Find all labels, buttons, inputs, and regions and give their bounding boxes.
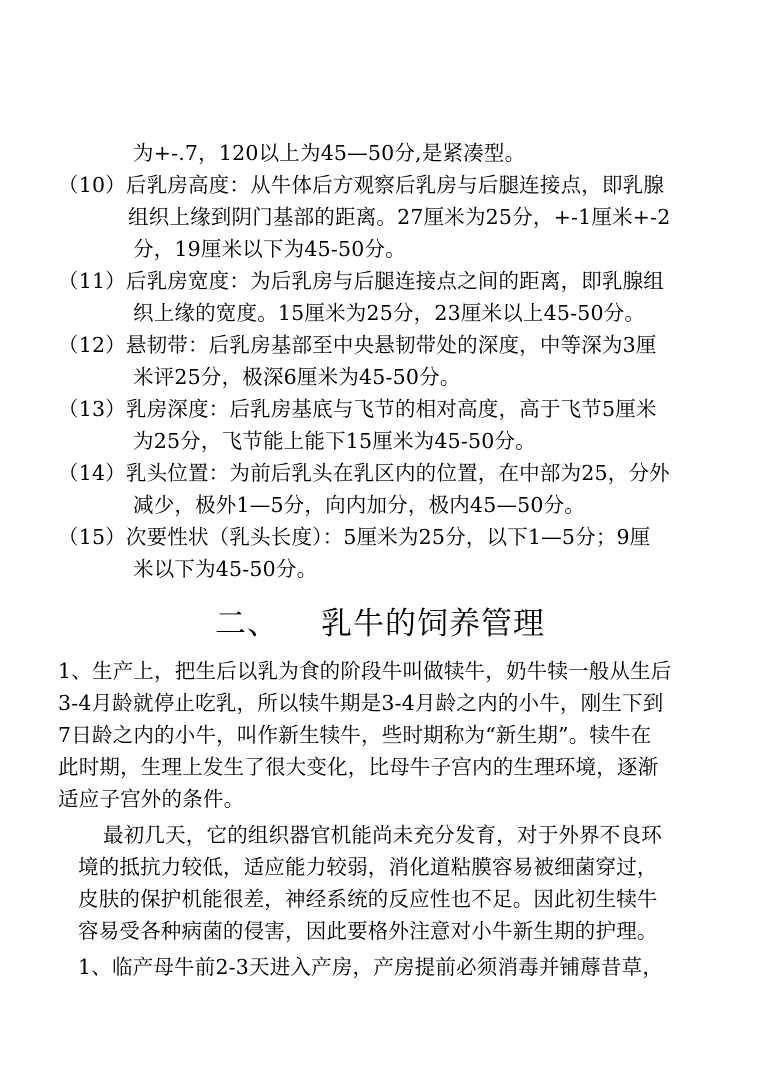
text-line: 容易受各种病菌的侵害，因此要格外注意对小牛新生期的护理。 [78,919,658,943]
text-line: 此时期，生理上发生了很大变化，比母牛子宫内的生理环境，逐渐 [58,755,659,779]
text-line: 皮肤的保护机能很差，神经系统的反应性也不足。因此初生犊牛 [78,887,658,911]
text-line: 分，19厘米以下为45-50分。 [133,237,406,261]
text-line: 3-4月龄就停止吃乳，所以犊牛期是3-4月龄之内的小牛，刚生下到 [58,691,664,715]
text-line: （13）乳房深度：后乳房基底与飞节的相对高度，高于飞节5厘米 [58,397,657,421]
text-line: （10）后乳房高度：从牛体后方观察后乳房与后腿连接点，即乳腺 [58,173,665,197]
section-title: 乳牛的饲养管理 [321,606,545,642]
text-line: （15）次要性状（乳头长度）：5厘米为25分，以下1—5分；9厘 [58,525,651,549]
section-heading [215,602,545,646]
text-line: （11）后乳房宽度：为后乳房与后腿连接点之间的距离，即乳腺组 [58,269,665,293]
text-line: 米评25分，极深6厘米为45-50分。 [133,365,461,389]
text-line: 组织上缘到阴门基部的距离。27厘米为25分，+-1厘米+-2 [128,205,671,229]
text-line: （12）悬韧带：后乳房基部至中央悬韧带处的深度，中等深为3厘 [58,333,657,357]
text-line: （14）乳头位置：为前后乳头在乳区内的位置，在中部为25，分外 [58,461,670,485]
text-line: 7日龄之内的小牛，叫作新生犊牛，些时期称为“新生期”。犊牛在 [58,723,652,747]
text-line: 最初几天，它的组织器官机能尚未充分发育，对于外界不良环 [103,823,662,847]
text-line: 为+-.7，120以上为45—50分,是紧凑型。 [133,141,526,165]
text-line: 减少，极外1—5分，向内加分，极内45—50分。 [133,493,586,517]
text-line: 为25分，飞节能上能下15厘米为45-50分。 [133,429,536,453]
text-line: 米以下为45-50分。 [133,557,318,581]
text-line: 1、生产上，把生后以乳为食的阶段牛叫做犊牛，奶牛犊一般从生后 [58,659,672,683]
text-line: 1、临产母牛前2-3天进入产房，产房提前必须消毒并铺蓐昔草， [78,955,664,979]
text-line: 境的抵抗力较低，适应能力较弱，消化道粘膜容易被细菌穿过， [78,855,658,879]
section-number: 二、 [215,606,279,642]
text-line: 织上缘的宽度。15厘米为25分，23厘米以上45-50分。 [133,301,646,325]
text-line: 适应子宫外的条件。 [58,787,245,811]
